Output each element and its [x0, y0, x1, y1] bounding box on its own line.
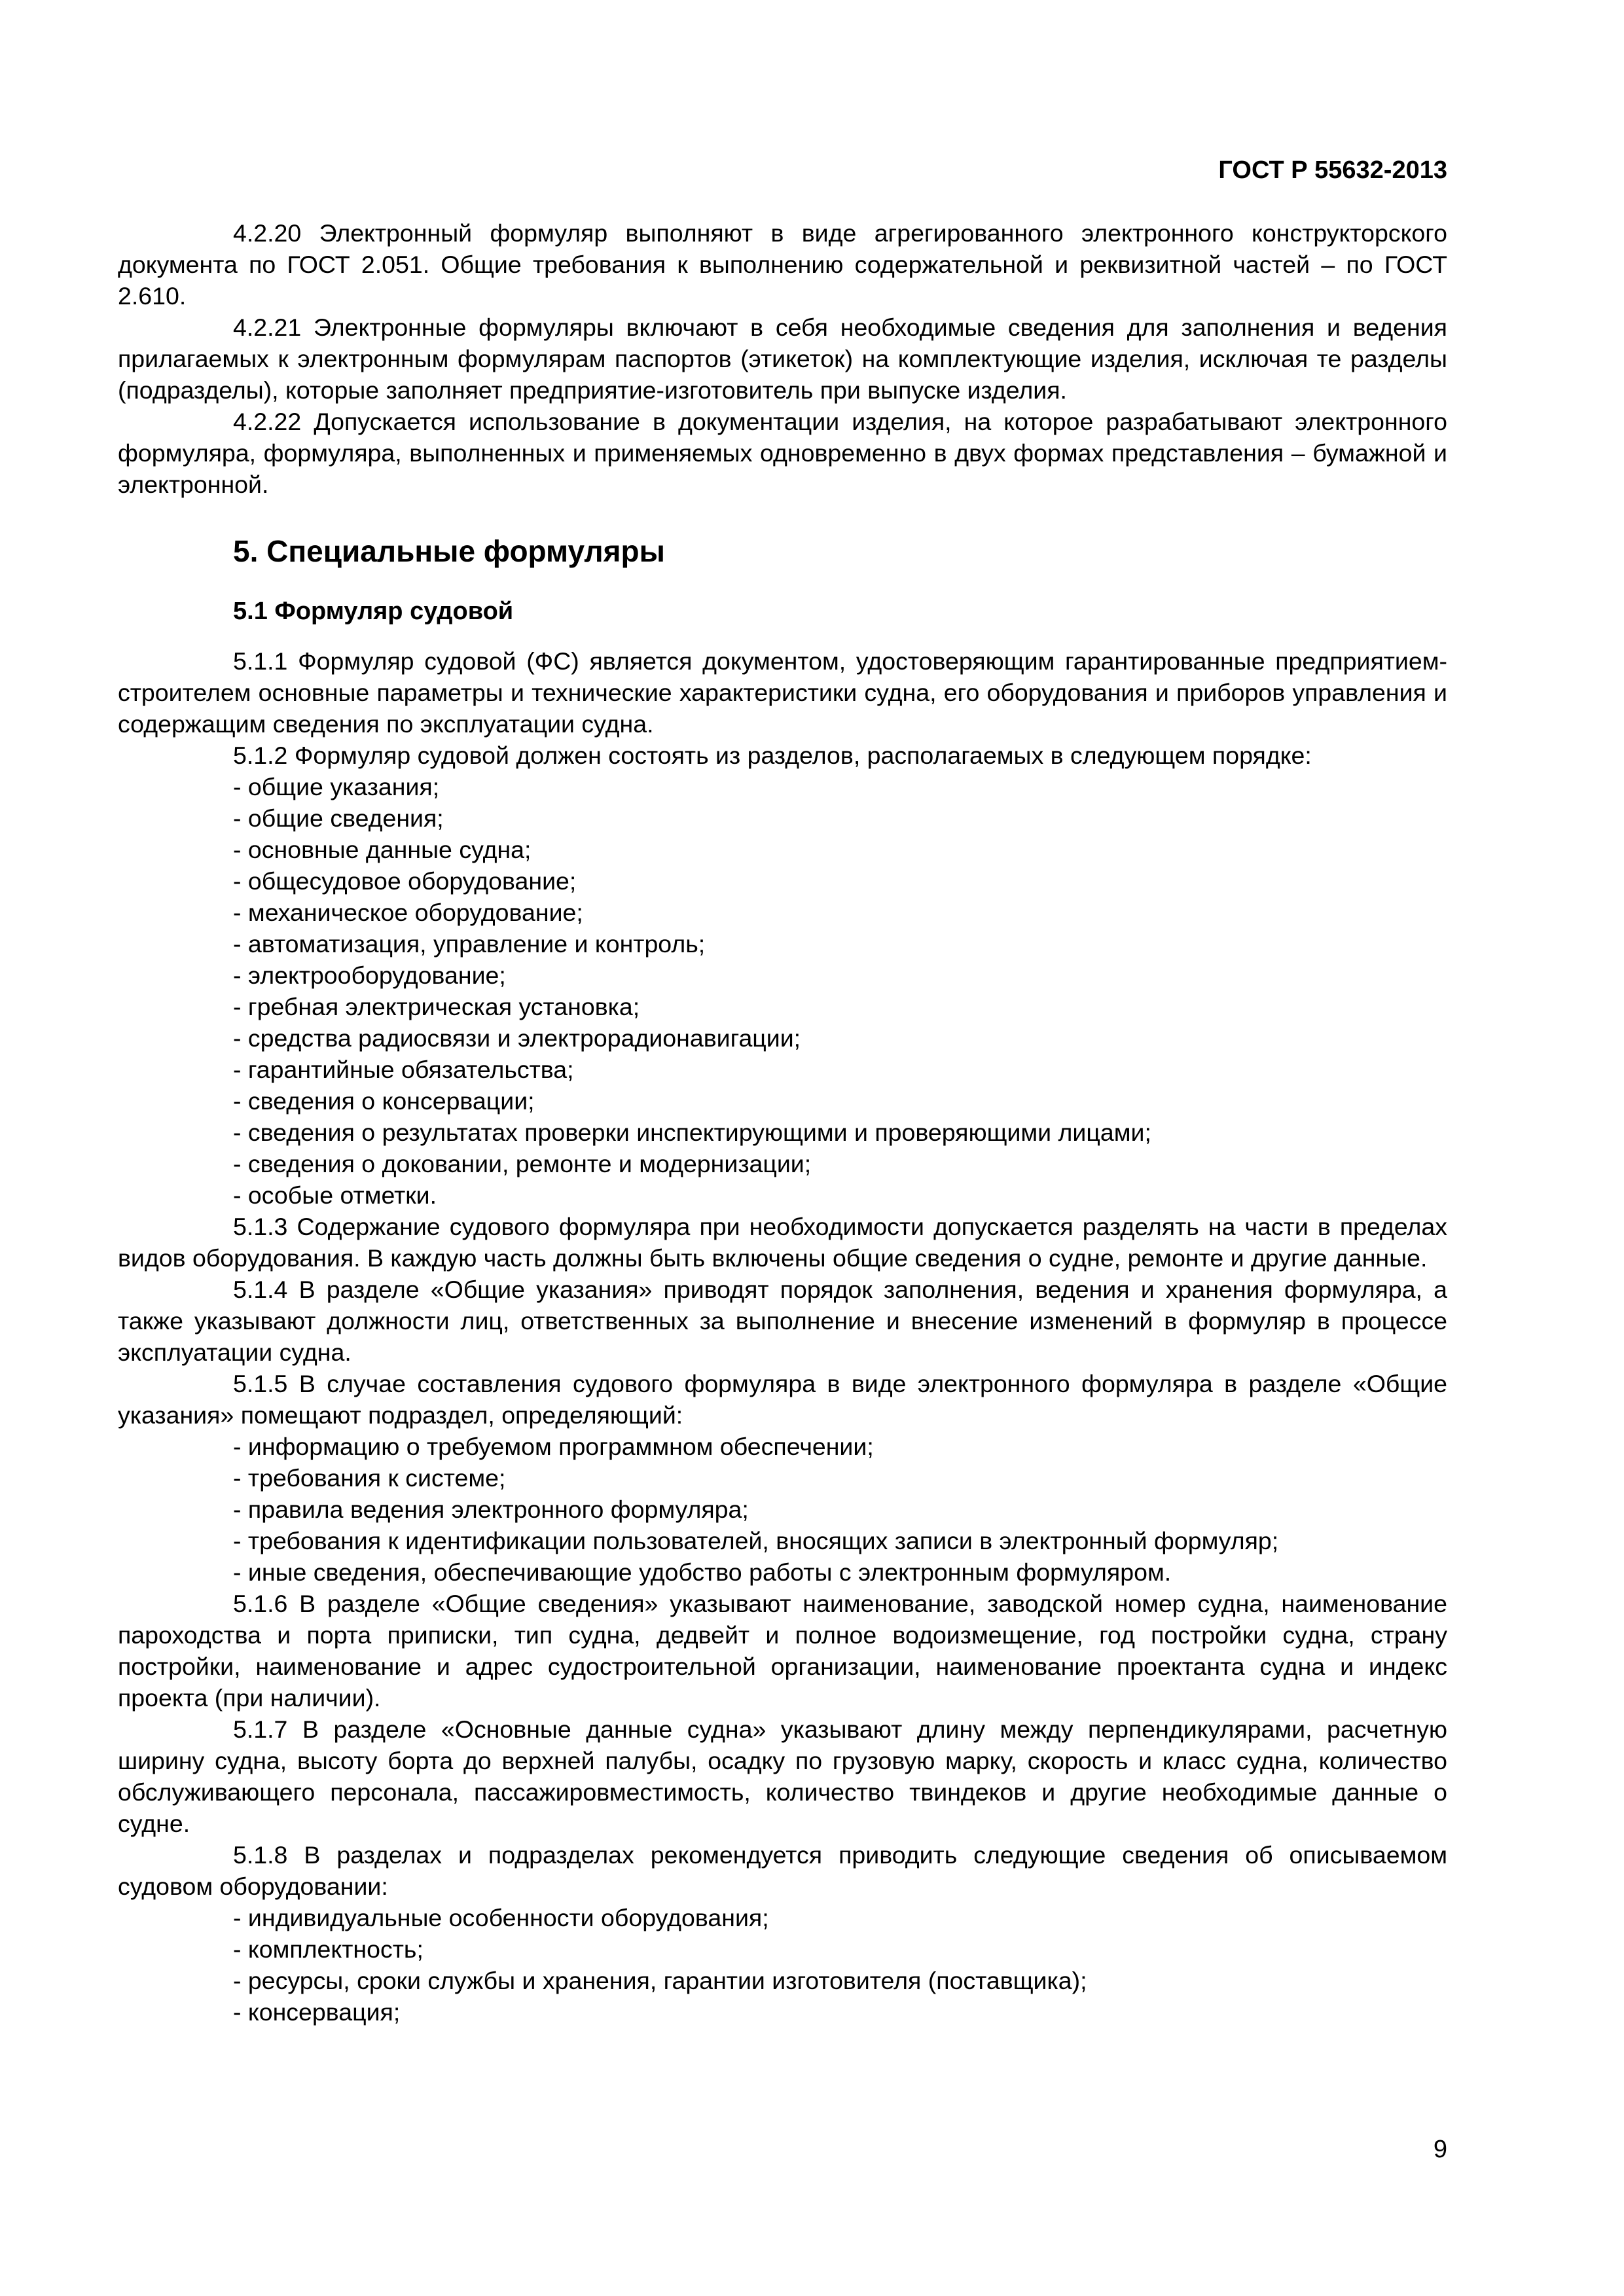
- list-item: - сведения о доковании, ремонте и модернизации;: [233, 1150, 812, 1177]
- list-item: - требования к идентификации пользователей, вносящих записи в электронный формуляр;: [233, 1527, 1279, 1554]
- subsection-heading: 5.1 Формуляр судовой: [233, 598, 514, 625]
- paragraph-5-1-1: 5.1.1 Формуляр судовой (ФС) является документом, удостоверяющим гарантированные предприятием-строителем основные параметры и технические характеристики судна, его оборудования и приборов управления и содержащим сведения по эксплуатации судна.: [118, 647, 1447, 738]
- list-item: - основные данные судна;: [233, 836, 532, 863]
- paragraph-5-1-2: 5.1.2 Формуляр судовой должен состоять из разделов, располагаемых в следующем порядке:: [233, 742, 1312, 769]
- paragraph-5-1-5: 5.1.5 В случае составления судового формуляра в виде электронного формуляра в разделе «Общие указания» помещают подраздел, определяющий:: [118, 1370, 1447, 1429]
- list-item: - индивидуальные особенности оборудования;: [233, 1904, 769, 1931]
- document-body: [118, 217, 1447, 2028]
- list-item: - ресурсы, сроки службы и хранения, гарантии изготовителя (поставщика);: [233, 1967, 1087, 1994]
- list-item: - правила ведения электронного формуляра;: [233, 1496, 749, 1523]
- list-item: - общие указания;: [233, 773, 440, 800]
- list-item: - комплектность;: [233, 1935, 424, 1963]
- list-item: - особые отметки.: [233, 1181, 437, 1209]
- paragraph-5-1-8: 5.1.8 В разделах и подразделах рекомендуется приводить следующие сведения об описываемом судовом оборудовании:: [118, 1841, 1447, 1900]
- list-item: - гарантийные обязательства;: [233, 1056, 574, 1083]
- list-item: - общесудовое оборудование;: [233, 867, 577, 895]
- list-item: - электрооборудование;: [233, 961, 506, 989]
- paragraph-5-1-6: 5.1.6 В разделе «Общие сведения» указывают наименование, заводской номер судна, наименование пароходства и порта приписки, тип судна, дедвейт и полное водоизмещение, год постройки судна, страну постройки, наименование и адрес судостроительной организации, наименование проектанта судна и индекс проекта (при наличии).: [118, 1590, 1447, 1712]
- paragraph-5-1-7: 5.1.7 В разделе «Основные данные судна» указывают длину между перпендикулярами, расчетную ширину судна, высоту борта до верхней палубы, осадку по грузовую марку, скорость и класс судна, количество обслуживающего персонала, пассажировместимость, количество твиндеков и другие необходимые данные о судне.: [118, 1715, 1447, 1837]
- list-item: - средства радиосвязи и электрорадионавигации;: [233, 1024, 801, 1052]
- paragraph-5-1-4: 5.1.4 В разделе «Общие указания» приводят порядок заполнения, ведения и хранения формуляра, а также указывают должности лиц, ответственных за выполнение и внесение изменений в формуляр в процессе эксплуатации судна.: [118, 1276, 1447, 1366]
- section-heading: 5. Специальные формуляры: [233, 534, 665, 568]
- list-item: - информацию о требуемом программном обеспечении;: [233, 1433, 874, 1460]
- paragraph-4-2-22: 4.2.22 Допускается использование в документации изделия, на которое разрабатывают электронного формуляра, формуляра, выполненных и применяемых одновременно в двух формах представления – бумажной и электронной.: [118, 408, 1447, 498]
- list-item: - механическое оборудование;: [233, 899, 583, 926]
- list-item: - общие сведения;: [233, 804, 444, 832]
- list-item: - гребная электрическая установка;: [233, 993, 640, 1020]
- list-item: - консервация;: [233, 1998, 401, 2026]
- list-item: - сведения о консервации;: [233, 1087, 535, 1115]
- paragraph-4-2-20: 4.2.20 Электронный формуляр выполняют в виде агрегированного электронного конструкторского документа по ГОСТ 2.051. Общие требования к выполнению содержательной и реквизитной частей – по ГОСТ 2.610.: [118, 219, 1447, 310]
- list-item: - сведения о результатах проверки инспектирующими и проверяющими лицами;: [233, 1119, 1151, 1146]
- document-code-header: ГОСТ Р 55632-2013: [1218, 156, 1447, 184]
- list-item: - автоматизация, управление и контроль;: [233, 930, 706, 958]
- list-item: - иные сведения, обеспечивающие удобство работы с электронным формуляром.: [233, 1558, 1172, 1586]
- list-item: - требования к системе;: [233, 1464, 506, 1492]
- paragraph-4-2-21: 4.2.21 Электронные формуляры включают в себя необходимые сведения для заполнения и ведения прилагаемых к электронным формулярам паспортов (этикеток) на комплектующие изделия, исключая те разделы (подразделы), которые заполняет предприятие-изготовитель при выпуске изделия.: [118, 314, 1447, 404]
- paragraph-5-1-3: 5.1.3 Содержание судового формуляра при необходимости допускается разделять на части в пределах видов оборудования. В каждую часть должны быть включены общие сведения о судне, ремонте и другие данные.: [118, 1213, 1447, 1272]
- page-number: 9: [1433, 2136, 1447, 2163]
